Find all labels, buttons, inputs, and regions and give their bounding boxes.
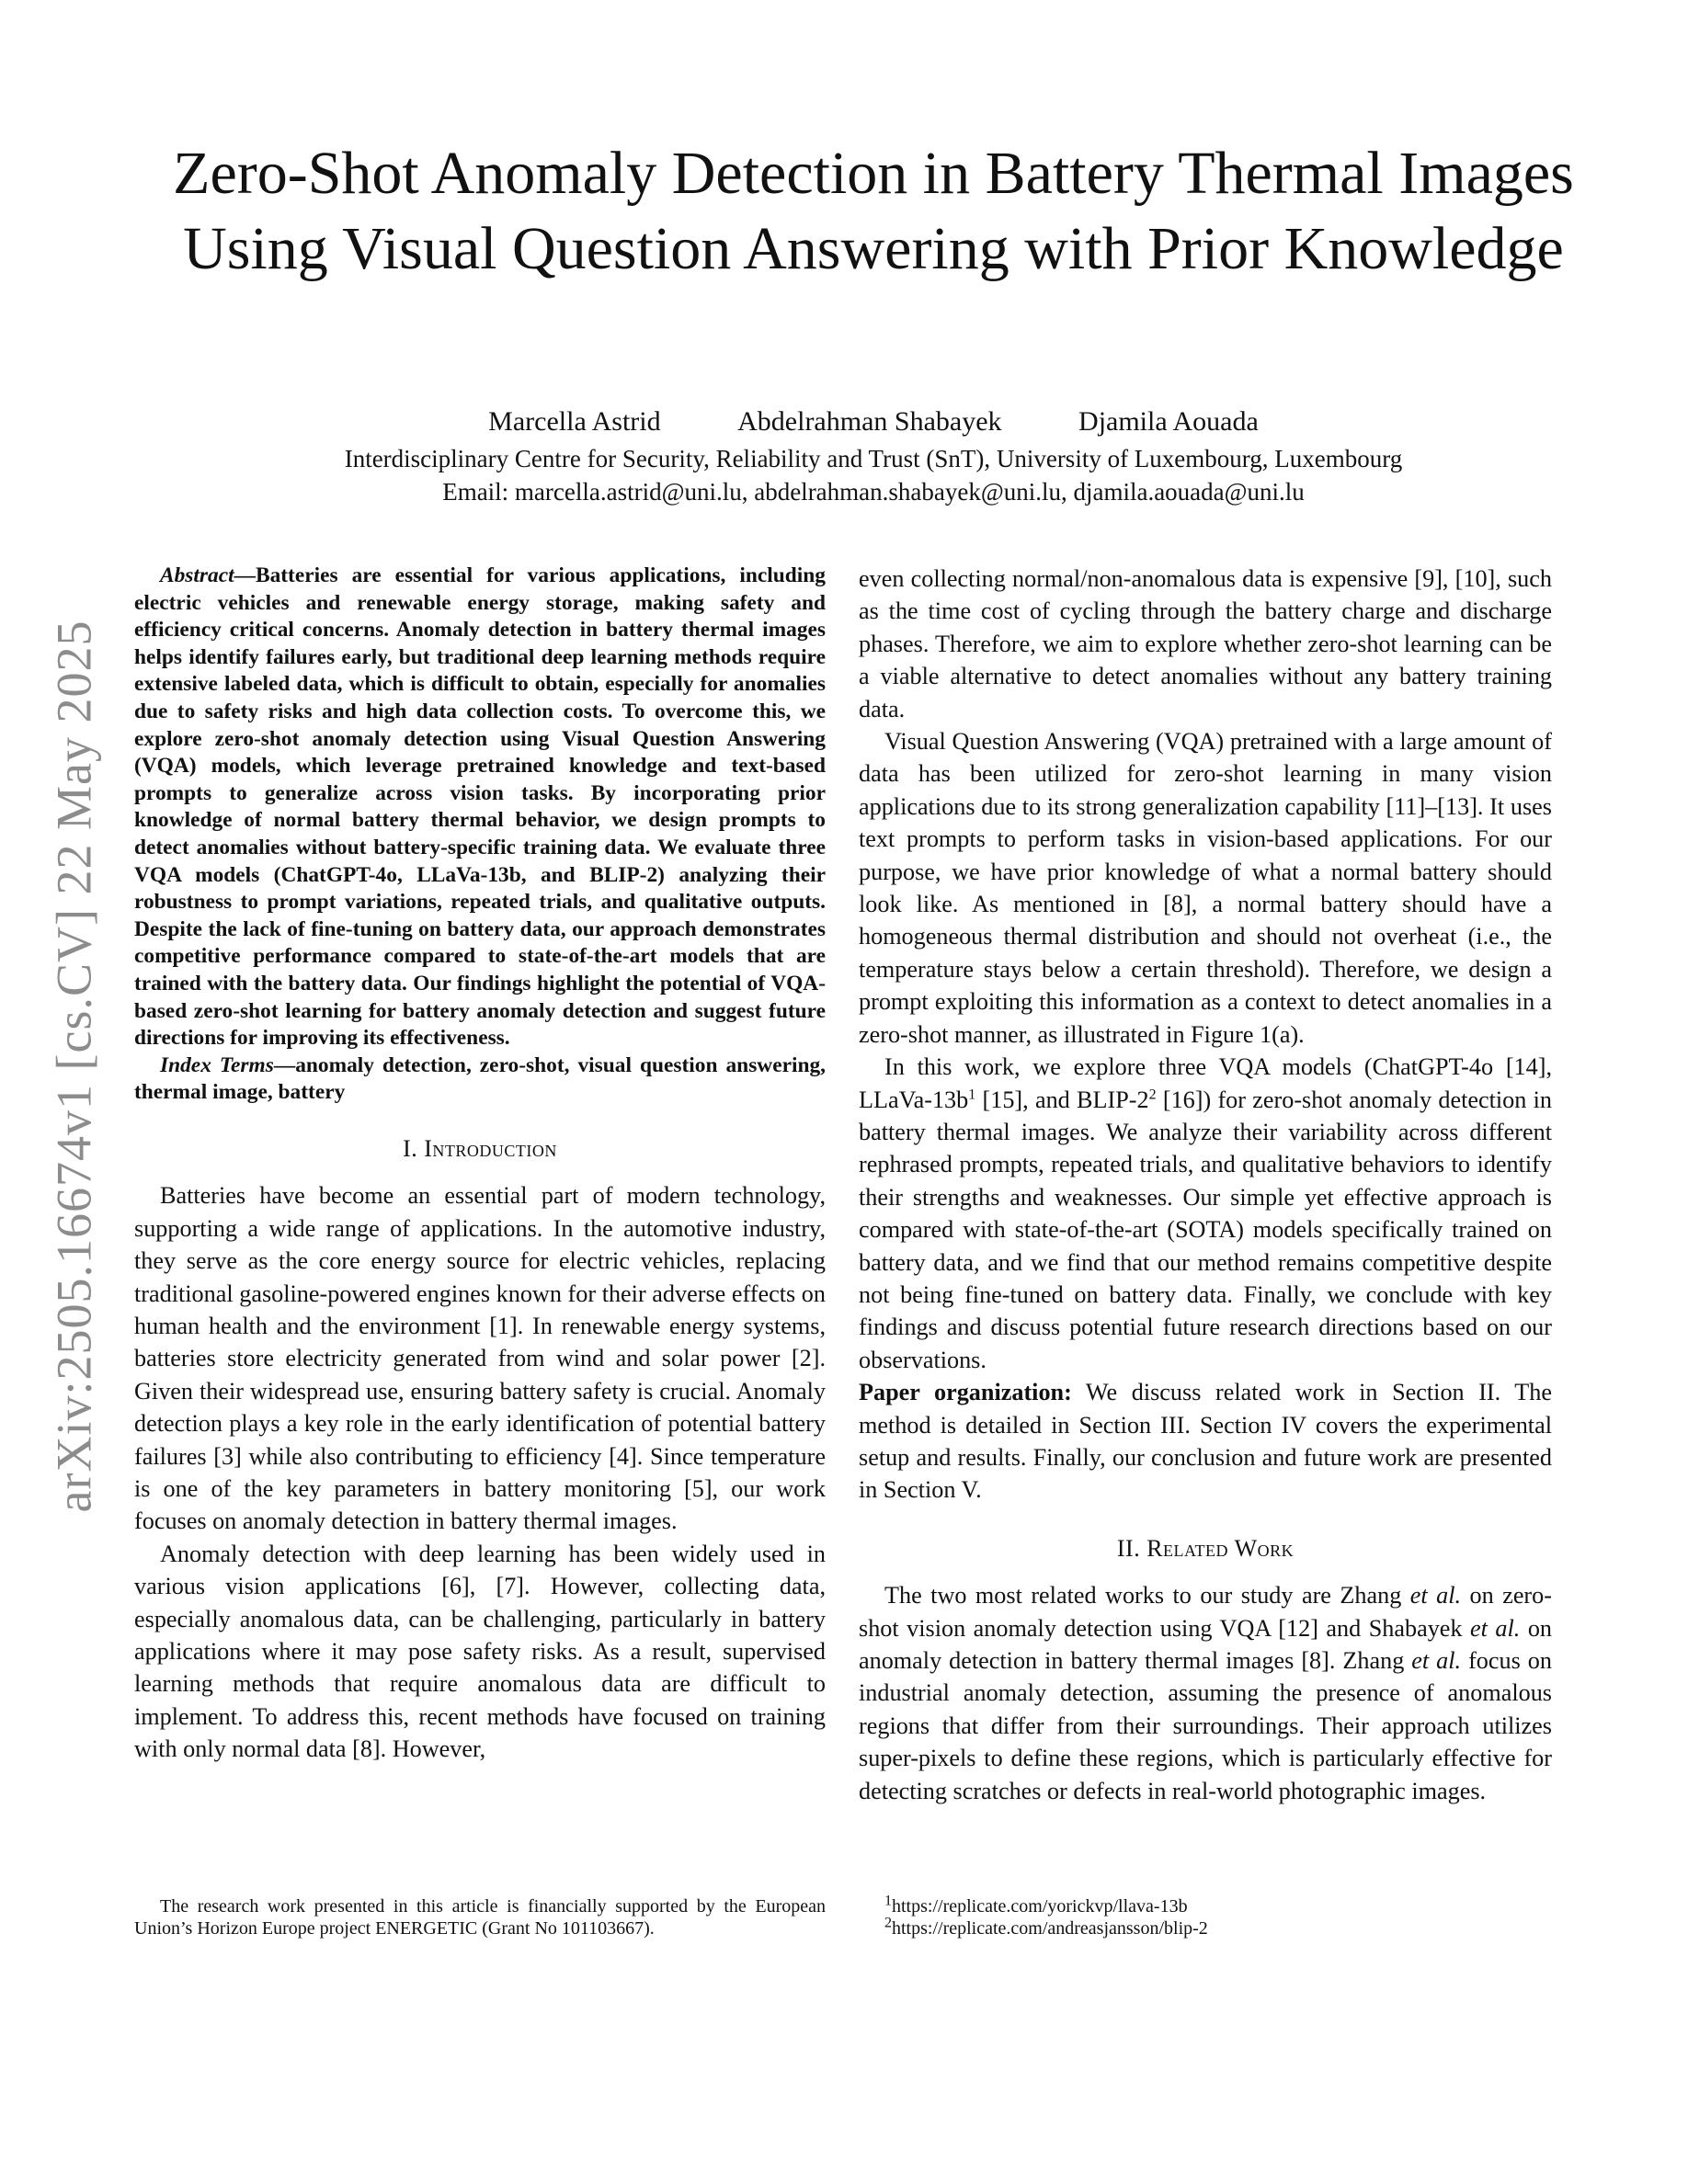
abstract-label: Abstract	[160, 563, 234, 587]
paragraph: Anomaly detection with deep learning has been widely used in various vision applications [6], [7]. However, collecting data, especially anomalous data, can be challenging, particularly in battery applications where it may pose safety risks. As a result, supervised learning methods that require anomalous data are difficult to implement. To address this, recent methods have focused on training with only normal data [8]. However,	[134, 1540, 826, 1763]
abstract	[134, 563, 826, 1052]
index-terms-text: —anomaly detection, zero-shot, visual question answering, thermal image, battery	[134, 1052, 827, 1105]
paragraph-text: et al.	[1409, 1582, 1462, 1610]
author-emails: Email: marcella.astrid@uni.lu, abdelrahman.shabayek@uni.lu, djamila.aouada@uni.lu	[442, 478, 1305, 506]
author-name: Marcella Astrid	[488, 406, 661, 437]
footnote-link[interactable]: https://replicate.com/andreasjansson/blip-2	[892, 1918, 1208, 1939]
left-column	[134, 563, 826, 1766]
footnote-marker: 2	[884, 1915, 892, 1931]
paragraph: Visual Question Answering (VQA) pretrained with a large amount of data has been utilized for zero-shot learning in many vision applications due to its strong generalization capability [11]–[13]. It uses text prompts to perform tasks in vision-based applications. For our purpose, we have prior knowledge of what a normal battery should look like. As mentioned in [8], a normal battery should have a homogeneous thermal distribution and should not overheat (i.e., the temperature stays below a certain threshold). Therefore, we design a prompt exploiting this information as a context to detect anomalies in a zero-shot manner, as illustrated in Figure 1(a).	[859, 728, 1552, 1048]
author-list	[129, 406, 1618, 438]
author-name: Abdelrahman Shabayek	[737, 406, 1002, 437]
paragraph-text: [16]) for zero-shot anomaly detection in battery thermal images. We analyze their variability across different rephrased prompts, repeated trials, and qualitative behaviors to identify their strengths and weaknesses. Our simple yet effective approach is compared with state-of-the-art (SOTA) models specifically trained on battery data, and we find that our method remains competitive despite not being fine-tuned on battery data. Finally, we conclude with key findings and discuss potential future research directions based on our observations.	[859, 1086, 1552, 1373]
footnote-marker: 2	[1148, 1086, 1157, 1102]
footnote-marker: 1	[884, 1893, 892, 1909]
footnote-1	[859, 1895, 1552, 1917]
paragraph-text: et al.	[1411, 1647, 1462, 1674]
section-heading-introduction: I. Introduction	[403, 1134, 557, 1162]
paragraph: even collecting normal/non-anomalous data is expensive [9], [10], such as the time cost of cycling through the battery charge and discharge phases. Therefore, we aim to explore whether zero-shot learning can be a viable alternative to detect anomalies without any battery training data.	[859, 565, 1552, 722]
paragraph-text: focus on industrial anomaly detection, assuming the presence of anomalous regions that differ from their surroundings. Their approach utilizes super-pixels to define these regions, which is particularly effective for detecting scratches or defects in real-world photographic images.	[859, 1647, 1552, 1804]
paragraph	[859, 1579, 1552, 1807]
funding-footnote: The research work presented in this article is financially supported by the European Union’s Horizon Europe project ENERGETIC (Grant No 101103667).	[134, 1896, 826, 1939]
index-terms	[134, 1052, 826, 1107]
paragraph	[859, 1376, 1552, 1507]
footnote-link[interactable]: https://replicate.com/yorickvp/llava-13b	[892, 1896, 1188, 1917]
paragraph-text: [15], and BLIP-2	[975, 1086, 1149, 1113]
paragraph-text: et al.	[1470, 1614, 1521, 1642]
paper-organization-label: Paper organization:	[859, 1379, 1072, 1406]
paragraph-text: The two most related works to our study are Zhang	[884, 1582, 1410, 1610]
paragraph	[859, 1051, 1552, 1376]
arxiv-identifier: arXiv:2505.16674v1 [cs.CV] 22 May 2025	[46, 620, 101, 1513]
arxiv-sidebar-stamp	[37, 515, 110, 1618]
index-terms-label: Index Terms	[160, 1052, 274, 1077]
section-heading-related-work: II. Related Work	[1116, 1534, 1295, 1562]
paper-title: Zero-Shot Anomaly Detection in Battery Thermal Images Using Visual Question Answering with Prior Knowledge	[173, 140, 1574, 282]
paragraph-text: We discuss related work in Section II. The method is detailed in Section III. Section IV covers the experimental setup and results. Finally, our conclusion and future work are presented in Section V.	[859, 1379, 1553, 1504]
author-affiliation: Interdisciplinary Centre for Security, Reliability and Trust (SnT), University of Luxembourg, Luxembourg	[344, 445, 1403, 472]
paragraph-text: on anomaly detection in battery thermal images [8]. Zhang	[859, 1614, 1552, 1674]
author-name: Djamila Aouada	[1078, 406, 1259, 437]
paragraph: Batteries have become an essential part of modern technology, supporting a wide range of applications. In the automotive industry, they serve as the core energy source for electric vehicles, replacing traditional gasoline-powered engines known for their adverse effects on human health and the environment [1]. In renewable energy systems, batteries store electricity generated from wind and solar power [2]. Given their widespread use, ensuring battery safety is crucial. Anomaly detection plays a key role in the early identification of potential battery failures [3] while also contributing to efficiency [4]. Since temperature is one of the key parameters in battery monitoring [5], our work focuses on anomaly detection in battery thermal images.	[134, 1182, 826, 1535]
paragraph-text: In this work, we explore three VQA models (ChatGPT-4o [14], LLaVa-13b	[859, 1053, 1552, 1113]
footnote-marker: 1	[968, 1086, 976, 1102]
footnote-2	[859, 1917, 1552, 1939]
right-column	[859, 563, 1552, 1807]
paragraph-text: on zero-shot vision anomaly detection using VQA [12] and Shabayek	[859, 1582, 1552, 1642]
url-footnotes	[859, 1895, 1552, 1939]
abstract-text: —Batteries are essential for various applications, including electric vehicles and renewable energy storage, making safety and efficiency critical concerns. Anomaly detection in battery thermal images helps identify failures early, but traditional deep learning methods require extensive labeled data, which is difficult to obtain, especially for anomalies due to safety risks and high data collection costs. To overcome this, we explore zero-shot anomaly detection using Visual Question Answering (VQA) models, which leverage pretrained knowledge and text-based prompts to generalize across vision tasks. By incorporating prior knowledge of normal battery thermal behavior, we design prompts to detect anomalies without battery-specific training data. We evaluate three VQA models (ChatGPT-4o, LLaVa-13b, and BLIP-2) analyzing their robustness to prompt variations, repeated trials, and qualitative outputs. Despite the lack of fine-tuning on battery data, our approach demonstrates competitive performance compared to state-of-the-art models that are trained with the battery data. Our findings highlight the potential of VQA-based zero-shot learning for battery anomaly detection and suggest future directions for improving its effectiveness.	[134, 563, 826, 1051]
